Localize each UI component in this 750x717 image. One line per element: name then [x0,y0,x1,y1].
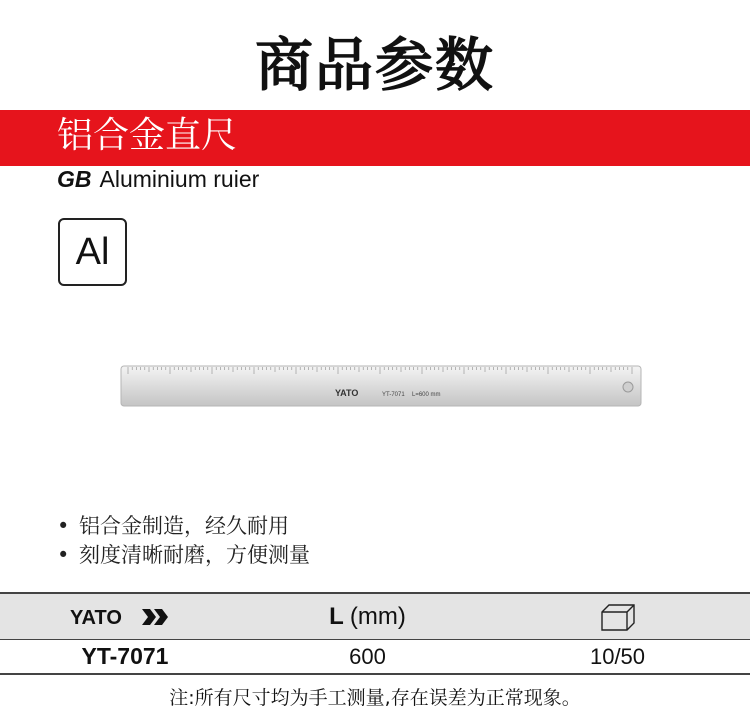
material-label: Al [75,230,110,273]
length-unit: (mm) [349,602,406,630]
spec-table [0,592,750,675]
english-name: Aluminium ruier [99,166,260,192]
feature-item: • 刻度清晰耐磨，方便测量 [57,541,310,570]
measurement-note: 注:所有尺寸均为手工测量,存在误差为正常现象。 [169,687,581,709]
ruler-brand: YATO [335,388,359,398]
standard-label: GB [57,166,92,192]
package-cell: 10/50 [589,643,646,669]
box-icon [599,602,637,632]
product-subtitle [57,166,259,193]
table-row [0,640,750,675]
length-symbol: L [329,602,344,630]
ruler-model: YT-7071 [382,392,405,398]
feature-list [57,512,310,570]
length-header [250,603,485,631]
brand-header [0,604,250,630]
length-cell: 600 [349,643,386,669]
material-badge [58,218,127,286]
feature-item: • 铝合金制造，经久耐用 [57,512,310,541]
model-cell: YT-7071 [81,643,169,669]
aluminium-ruler-icon [120,360,642,412]
bullet-icon: • [57,514,70,538]
ruler-image [120,360,642,412]
page-title: 商品参数 [254,31,495,99]
yato-logo-icon [70,604,180,630]
product-name: 铝合金直尺 [57,115,238,156]
package-header [485,602,750,632]
svg-text:YATO: YATO [70,606,122,629]
bullet-icon: • [57,543,70,567]
ruler-length: L=600 mm [412,392,441,398]
table-header-row [0,592,750,640]
